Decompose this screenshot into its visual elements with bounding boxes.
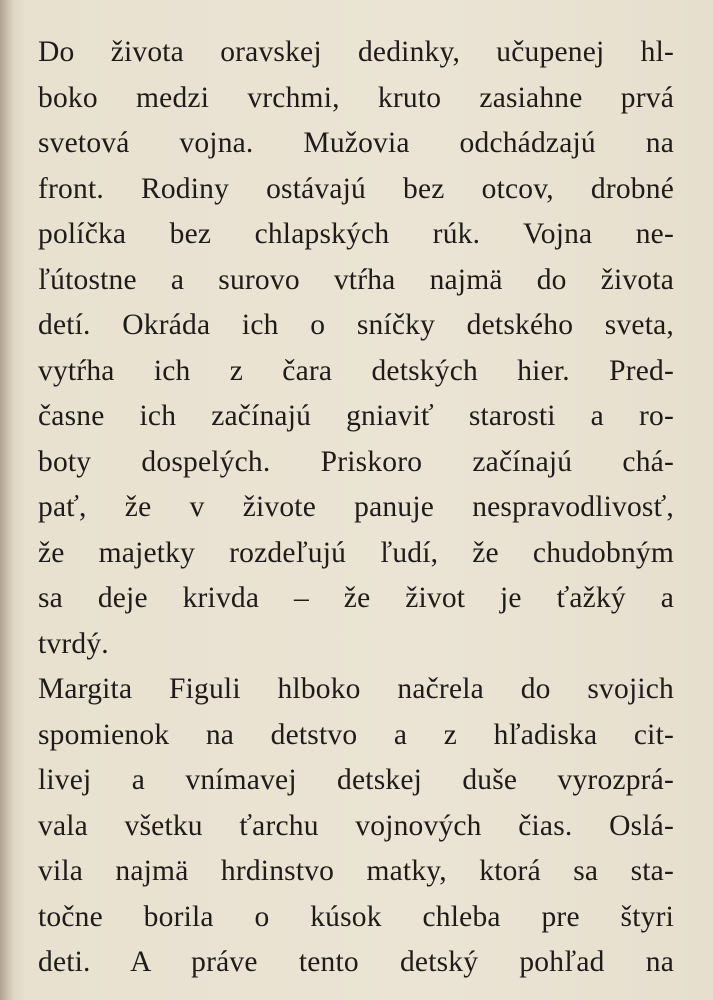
text-line: deti. A práve tento detský pohľad na — [38, 946, 674, 978]
text-body — [38, 30, 674, 986]
text-line: Do života oravskej dedinky, učupenej hl- — [38, 36, 674, 68]
text-line: svetová vojna. Mužovia odchádzajú na — [38, 127, 674, 159]
text-line: detí. Okráda ich o sníčky detského sveta, — [38, 309, 674, 341]
text-line: vila najmä hrdinstvo matky, ktorá sa sta- — [38, 855, 674, 887]
text-line: políčka bez chlapských rúk. Vojna ne- — [38, 218, 674, 250]
text-line: vala všetku ťarchu vojnových čias. Oslá- — [38, 809, 674, 842]
paragraph-1 — [38, 30, 674, 667]
text-line: boty dospelých. Priskoro začínajú chá- — [38, 445, 674, 478]
page-edge-shadow — [0, 0, 14, 1000]
text-line: front. Rodiny ostávajú bez otcov, drobné — [38, 172, 674, 205]
text-line: sa deje krivda – že život je ťažký a — [38, 582, 674, 614]
text-line: ľútostne a surovo vtŕha najmä do života — [38, 263, 674, 296]
text-line: že majetky rozdeľujú ľudí, že chudobným — [38, 536, 674, 569]
text-line: livej a vnímavej detskej duše vyrozprá- — [38, 764, 674, 796]
text-line: časne ich začínajú gniaviť starosti a ro- — [38, 400, 674, 432]
text-line: spomienok na detstvo a z hľadiska cit- — [38, 718, 674, 751]
text-line: boko medzi vrchmi, kruto zasiahne prvá — [38, 81, 674, 114]
text-line: točne borila o kúsok chleba pre štyri — [38, 900, 674, 933]
text-line: Margita Figuli hlboko načrela do svojich — [38, 673, 674, 705]
text-line: pať, že v živote panuje nespravodlivosť, — [38, 491, 674, 523]
paragraph-2 — [38, 667, 674, 986]
text-line: tvrdý. — [38, 627, 109, 660]
text-line: vytŕha ich z čara detských hier. Pred- — [38, 354, 674, 387]
